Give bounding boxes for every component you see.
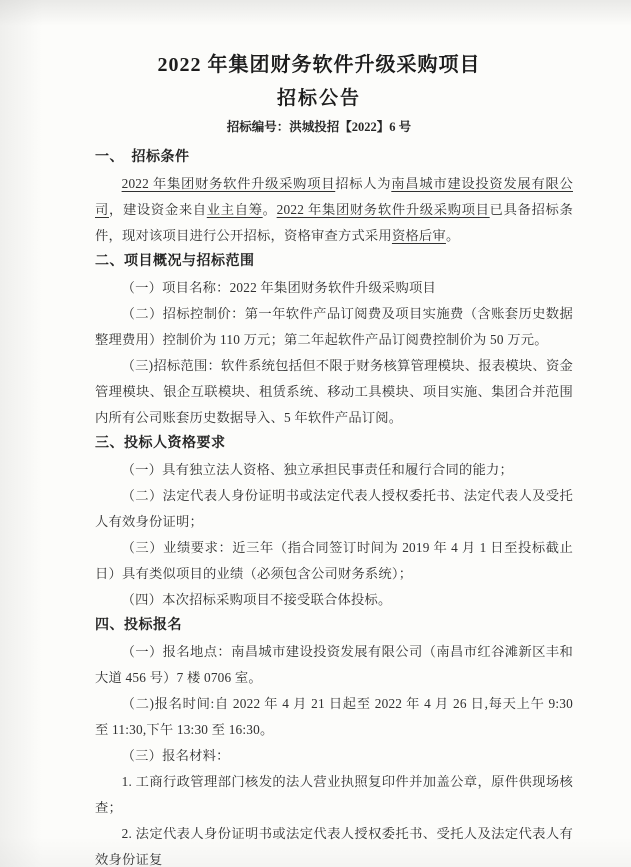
underlined-text: 南昌城市建设投资发展有限公司 <box>95 176 573 217</box>
text-run: （二）招标控制价：第一年软件产品订阅费及项目实施费（含账套历史数据整理费用）控制价为 110 万元；第二年起软件产品订阅费控制价为 50 万元。 <box>95 306 573 347</box>
section-items <box>95 275 573 431</box>
section-heading: 四、投标报名 <box>95 618 182 633</box>
text-run: 已具备招标条件，现对该项目进行公开招标，资格审查方式采用 <box>95 202 574 243</box>
text-run: （一）具有独立法人资格、独立承担民事责任和履行合同的能力； <box>121 462 514 477</box>
page-subtitle: 招标公告 <box>276 88 361 109</box>
underlined-text: 业主自筹 <box>206 202 263 217</box>
paragraph <box>95 743 573 769</box>
paragraph <box>95 171 573 249</box>
paragraph <box>95 587 573 613</box>
section-heading: 三、投标人资格要求 <box>95 436 226 451</box>
section-items <box>95 457 573 613</box>
text-run: 。 <box>445 228 460 243</box>
document-section <box>95 145 573 249</box>
paragraph <box>95 769 573 821</box>
document-section <box>95 431 573 613</box>
text-run: （三）报名材料： <box>121 748 230 763</box>
section-heading: 一、 招标条件 <box>95 150 190 165</box>
text-run: （三)招标范围：软件系统包括但不限于财务核算管理模块、报表模块、资金管理模块、银企互联模块、租赁系统、移动工具模块、项目实施、集团合并范围内所有公司账套历史数据导入、5 年软件产品订阅。 <box>95 358 573 425</box>
section-items <box>95 171 573 249</box>
paragraph <box>95 821 573 867</box>
text-run: （一）项目名称：2022 年集团财务软件升级采购项目 <box>121 280 436 295</box>
text-run: （一）报名地点：南昌城市建设投资发展有限公司（南昌市红谷滩新区丰和大道 456 号）7 楼 0706 室。 <box>95 644 573 685</box>
underlined-text: 2022 年集团财务软件升级采购项目 <box>121 176 336 191</box>
text-run: （二)报名时间:自 2022 年 4 月 21 日起至 2022 年 4 月 26 日,每天上午 9:30 至 11:30,下午 13:30 至 16:30。 <box>95 696 573 737</box>
page-title: 2022 年集团财务软件升级采购项目 <box>157 54 481 76</box>
paragraph <box>95 457 573 483</box>
text-run: 。 <box>262 202 277 217</box>
underlined-text: 2022 年集团财务软件升级采购项目 <box>276 202 490 217</box>
text-run: 1. 工商行政管理部门核发的法人营业执照复印件并加盖公章，原件供现场核查； <box>95 774 573 815</box>
paragraph <box>95 483 573 535</box>
text-run: 2. 法定代表人身份证明书或法定代表人授权委托书、受托人及法定代表人有效身份证复 <box>95 826 573 867</box>
paragraph <box>95 691 573 743</box>
paragraph <box>95 353 573 431</box>
paragraph <box>95 535 573 587</box>
text-run: （二）法定代表人身份证明书或法定代表人授权委托书、法定代表人及受托人有效身份证明； <box>95 488 573 529</box>
tender-number: 招标编号：洪城投招【2022】6 号 <box>226 120 412 134</box>
paragraph <box>95 275 573 301</box>
document-body <box>95 145 573 867</box>
document-section <box>95 613 573 867</box>
paragraph <box>95 301 573 353</box>
text-run: （三）业绩要求：近三年（指合同签订时间为 2019 年 4 月 1 日至投标截止日）具有类似项目的业绩（必须包含公司财务系统）； <box>95 540 573 581</box>
paragraph <box>95 639 573 691</box>
text-run: ，建设资金来自 <box>108 202 207 217</box>
text-run: 招标人为 <box>335 176 392 191</box>
section-items <box>95 639 573 867</box>
text-run: （四）本次招标采购项目不接受联合体投标。 <box>121 592 392 607</box>
underlined-text: 资格后审 <box>391 228 446 243</box>
document-section <box>95 249 573 431</box>
section-heading: 二、项目概况与招标范围 <box>95 254 255 269</box>
